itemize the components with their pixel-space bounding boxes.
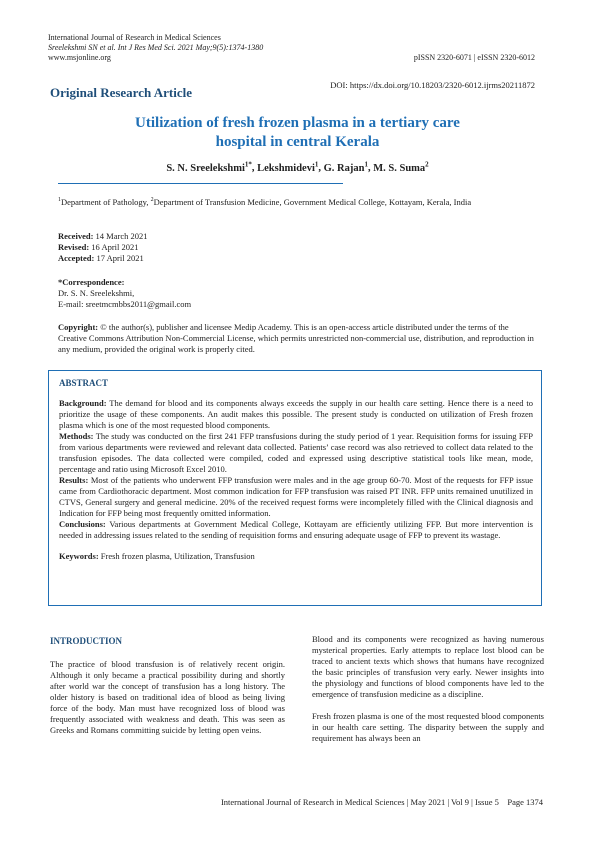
correspondence-name: Dr. S. N. Sreelekshmi, bbox=[58, 288, 135, 298]
article-type: Original Research Article bbox=[50, 85, 193, 100]
citation: Sreelekshmi SN et al. Int J Res Med Sci. 2021 May;9(5):1374-1380 bbox=[48, 43, 264, 52]
intro-paragraph-1: The practice of blood transfusion is of relatively recent origin. Although it only became a practical possibility during and shortly after world war the concept of transfusion has a long history. The older history is based on traditional idea of blood as being living force of the body. Man must have recognized loss of blood was frequently associated with weakness and death. This was seen as Greeks and Romans committing suicide by letting open veins. bbox=[50, 659, 285, 735]
abstract-results: Results: Most of the patients who underwent FFP transfusion were males and in the age group 60-70. Most of the requests for FFP issue came from Cardiothoracic department. Most common indication for FFP transfusion was raised PT INR. FFP units remained unutilized in CTVS, General surgery and general medicine. 20% of the received request forms were incompletely filled with the Clinical diagnosis and Indication for FFP being most frequently omitted information. bbox=[59, 475, 533, 518]
abstract-background: Background: The demand for blood and its components always exceeds the supply in our health care setting. Hence there is a need to prioritize the usage of these components. An audit makes this possible. The present study is conducted on utilization of Fresh frozen plasma which is one of the most requested blood components. bbox=[59, 398, 533, 430]
author-2[interactable]: Lekshmidevi$^1$ bbox=[257, 160, 319, 174]
divider bbox=[58, 183, 343, 184]
received-date: Received: 14 March 2021 bbox=[58, 231, 148, 241]
accepted-date: Accepted: 17 April 2021 bbox=[58, 253, 144, 263]
intro-paragraph-3: Fresh frozen plasma is one of the most requested blood components in our health care setting. The disparity between the supply and requirement has always been an bbox=[312, 711, 544, 743]
abstract-methods: Methods: The study was conducted on the first 241 FFP transfusions during the study period of 1 year. Requisition forms for issuing FFP from various departments were reviewed and relevant data collected. Patients’ case record was also retrieved to collect data related to the transfusion episodes. The data collected were compiled, coded and expressed using descriptive statistical tools like mean, mode, percentage and ratio using Microsoft Excel 2010. bbox=[59, 431, 533, 474]
author-3[interactable]: G. Rajan$^1$ bbox=[323, 160, 368, 174]
introduction-heading: INTRODUCTION bbox=[50, 636, 123, 646]
page-footer: International Journal of Research in Medical Sciences | May 2021 | Vol 9 | Issue 5 Page 1374 bbox=[220, 797, 543, 807]
website-link[interactable]: www.msjonline.org bbox=[48, 53, 111, 62]
author-list: S. N. Sreelekshmi$^{1*}$, Lekshmidevi$^1$, G. Rajan$^1$, M. S. Suma$^2$ bbox=[166, 160, 429, 174]
affiliation: $^1$Department of Pathology, $^2$Department of Transfusion Medicine, Government Medical College, Kottayam, Kerala, India bbox=[58, 196, 472, 207]
abstract-conclusions: Conclusions: Various departments at Government Medical College, Kottayam are efficiently utilizing FFP. But more intervention is needed in addressing issues related to the sending of requisition forms and ensuring adequate usage of FFP to prevent its wastage. bbox=[59, 519, 533, 540]
doi-link[interactable]: DOI: https://dx.doi.org/10.18203/2320-6012.ijrms20211872 bbox=[330, 80, 535, 90]
abstract-body bbox=[59, 398, 533, 562]
correspondence-label: *Correspondence: bbox=[58, 277, 125, 287]
left-column bbox=[50, 659, 285, 747]
right-column bbox=[312, 634, 544, 755]
author-1[interactable]: S. N. Sreelekshmi$^{1*}$ bbox=[166, 160, 252, 174]
abstract-heading: ABSTRACT bbox=[59, 378, 109, 388]
article-title bbox=[40, 114, 555, 152]
correspondence-email[interactable]: E-mail: sreetmcmbbs2011@gmail.com bbox=[58, 299, 192, 309]
journal-name: International Journal of Research in Medical Sciences bbox=[48, 33, 221, 42]
copyright-notice: Copyright: © the author(s), publisher and licensee Medip Academy. This is an open-access article distributed under the terms of the Creative Commons Attribution Non-Commercial License, which permits unrestricted non-commercial use, distribution, and reproduction in any medium, provided the original work is properly cited. bbox=[58, 322, 534, 354]
intro-paragraph-2: Blood and its components were recognized as having numerous mysterical properties. Early attempts to replace lost blood can be traced to ancient texts which shows that humans have recognized the basic principles of transfusion very early. Newer insights into the physiology and functions of blood components have led to the emergence of transfusion medicine as a discipline. bbox=[312, 634, 544, 699]
author-4[interactable]: M. S. Suma$^2$ bbox=[373, 160, 429, 174]
revised-date: Revised: 16 April 2021 bbox=[58, 242, 139, 252]
issn: pISSN 2320-6071 | eISSN 2320-6012 bbox=[413, 53, 535, 62]
title-line-2: hospital in central Kerala bbox=[215, 134, 380, 150]
abstract-keywords: Keywords: Fresh frozen plasma, Utilization, Transfusion bbox=[59, 551, 255, 561]
title-line-1: Utilization of fresh frozen plasma in a tertiary care bbox=[135, 115, 460, 131]
abstract-box bbox=[48, 370, 542, 606]
